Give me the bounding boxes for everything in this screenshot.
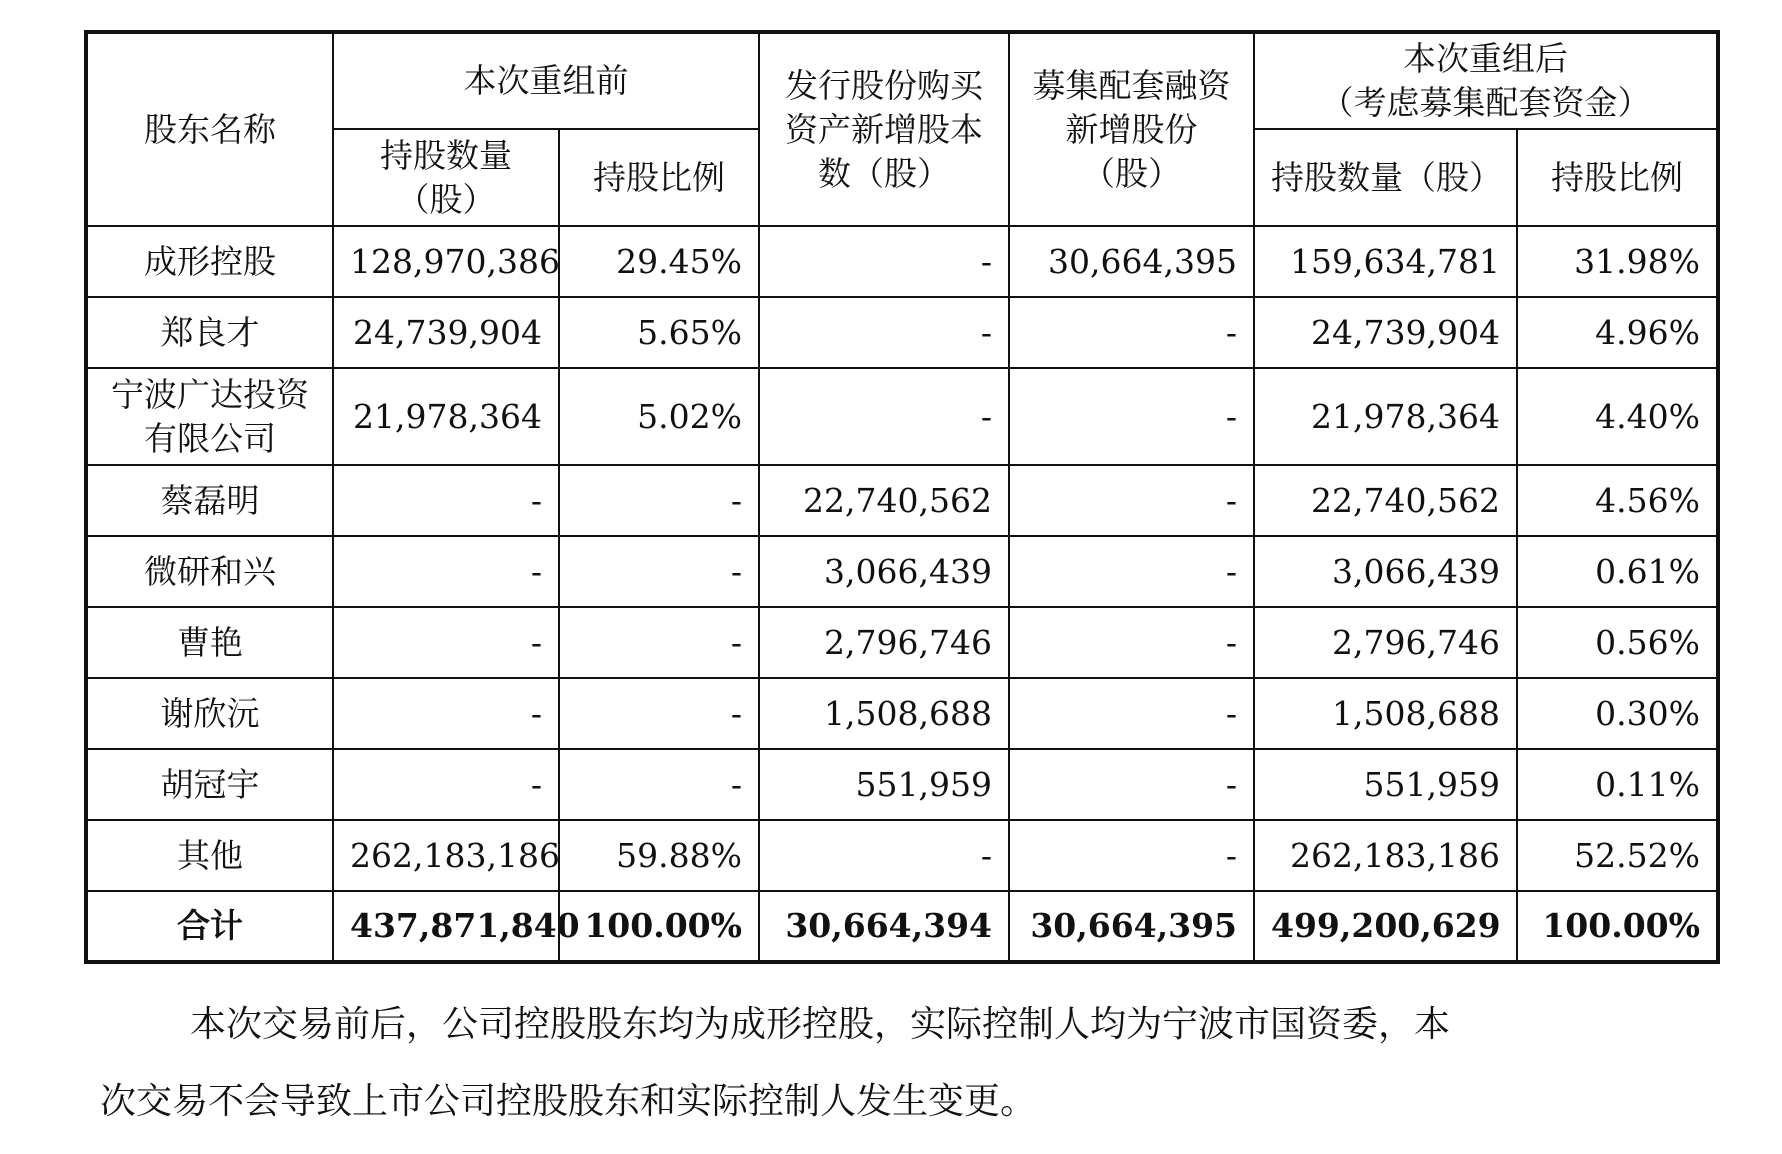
qty-after-cell: 24,739,904: [1254, 297, 1517, 368]
header-holding-ratio-before: 持股比例: [559, 129, 759, 226]
qty-before-cell: 437,871,840: [333, 891, 559, 962]
ratio-after-cell: 4.96%: [1517, 297, 1718, 368]
ratio-after-cell: 52.52%: [1517, 820, 1718, 891]
table-row: [86, 226, 1718, 297]
qty-after-cell: 2,796,746: [1254, 607, 1517, 678]
ratio-before-cell: -: [559, 536, 759, 607]
qty-before-cell: -: [333, 678, 559, 749]
shareholding-table: [84, 30, 1720, 964]
header-before-group: 本次重组前: [333, 32, 759, 129]
table-row: [86, 820, 1718, 891]
raise-cell: -: [1009, 607, 1254, 678]
shareholder-name-cell: 郑良才: [86, 297, 333, 368]
raise-cell: -: [1009, 465, 1254, 536]
header-row-1: [86, 32, 1718, 129]
table-row: [86, 536, 1718, 607]
qty-before-cell: 24,739,904: [333, 297, 559, 368]
header-holding-qty-after: 持股数量（股）: [1254, 129, 1517, 226]
header-holding-ratio-after: 持股比例: [1517, 129, 1718, 226]
ratio-before-cell: 100.00%: [559, 891, 759, 962]
ratio-after-cell: 31.98%: [1517, 226, 1718, 297]
ratio-after-cell: 0.56%: [1517, 607, 1718, 678]
qty-after-cell: 1,508,688: [1254, 678, 1517, 749]
header-shareholder-name: 股东名称: [86, 32, 333, 226]
ratio-before-cell: 5.02%: [559, 368, 759, 465]
total-row: [86, 891, 1718, 962]
ratio-before-cell: 29.45%: [559, 226, 759, 297]
qty-after-cell: 21,978,364: [1254, 368, 1517, 465]
ratio-before-cell: -: [559, 749, 759, 820]
ratio-after-cell: 0.11%: [1517, 749, 1718, 820]
issue-cell: 30,664,394: [759, 891, 1009, 962]
qty-after-cell: 22,740,562: [1254, 465, 1517, 536]
shareholder-name-cell: 微研和兴: [86, 536, 333, 607]
qty-before-cell: -: [333, 749, 559, 820]
issue-cell: -: [759, 297, 1009, 368]
qty-before-cell: -: [333, 607, 559, 678]
qty-after-cell: 499,200,629: [1254, 891, 1517, 962]
qty-before-cell: -: [333, 536, 559, 607]
header-after-group: [1254, 32, 1718, 129]
table-row: [86, 749, 1718, 820]
table-row: [86, 678, 1718, 749]
issue-cell: 3,066,439: [759, 536, 1009, 607]
shareholder-name-cell: 宁波广达投资有限公司: [86, 368, 333, 465]
shareholder-name-cell: 胡冠宇: [86, 749, 333, 820]
table-row: [86, 297, 1718, 368]
ratio-before-cell: 5.65%: [559, 297, 759, 368]
header-raise-funds: 募集配套融资新增股份（股）: [1009, 32, 1254, 226]
raise-cell: -: [1009, 820, 1254, 891]
raise-cell: -: [1009, 678, 1254, 749]
raise-cell: -: [1009, 368, 1254, 465]
ratio-before-cell: 59.88%: [559, 820, 759, 891]
header-issue-shares-purchase: 发行股份购买资产新增股本数（股）: [759, 32, 1009, 226]
shareholder-name-cell: 谢欣沅: [86, 678, 333, 749]
qty-before-cell: 21,978,364: [333, 368, 559, 465]
qty-before-cell: 128,970,386: [333, 226, 559, 297]
ratio-after-cell: 100.00%: [1517, 891, 1718, 962]
ratio-after-cell: 4.56%: [1517, 465, 1718, 536]
raise-cell: -: [1009, 749, 1254, 820]
ratio-before-cell: -: [559, 465, 759, 536]
raise-cell: 30,664,395: [1009, 891, 1254, 962]
header-holding-qty-before: 持股数量（股）: [333, 129, 559, 226]
qty-after-cell: 159,634,781: [1254, 226, 1517, 297]
qty-before-cell: 262,183,186: [333, 820, 559, 891]
paragraph-line-1: 本次交易前后，公司控股股东均为成形控股，实际控制人均为宁波市国资委，本: [190, 1004, 1451, 1045]
qty-after-cell: 3,066,439: [1254, 536, 1517, 607]
table-body: [86, 226, 1718, 962]
shareholder-name-cell: 合计: [86, 891, 333, 962]
ratio-before-cell: -: [559, 607, 759, 678]
issue-cell: 551,959: [759, 749, 1009, 820]
ratio-after-cell: 0.61%: [1517, 536, 1718, 607]
issue-cell: -: [759, 820, 1009, 891]
paragraph-line-2: 次交易不会导致上市公司控股股东和实际控制人发生变更。: [100, 1081, 1037, 1122]
ratio-before-cell: -: [559, 678, 759, 749]
qty-before-cell: -: [333, 465, 559, 536]
issue-cell: 22,740,562: [759, 465, 1009, 536]
issue-cell: -: [759, 226, 1009, 297]
shareholder-name-cell: 蔡磊明: [86, 465, 333, 536]
issue-cell: 1,508,688: [759, 678, 1009, 749]
raise-cell: -: [1009, 297, 1254, 368]
shareholder-name-cell: 其他: [86, 820, 333, 891]
shareholder-name-cell: 成形控股: [86, 226, 333, 297]
qty-after-cell: 262,183,186: [1254, 820, 1517, 891]
shareholder-name-cell: 曹艳: [86, 607, 333, 678]
header-after-group-line1: 本次重组后: [1403, 39, 1568, 78]
raise-cell: 30,664,395: [1009, 226, 1254, 297]
issue-cell: -: [759, 368, 1009, 465]
ratio-after-cell: 0.30%: [1517, 678, 1718, 749]
table-row: [86, 607, 1718, 678]
ratio-after-cell: 4.40%: [1517, 368, 1718, 465]
raise-cell: -: [1009, 536, 1254, 607]
issue-cell: 2,796,746: [759, 607, 1009, 678]
header-after-group-line2: （考虑募集配套资金）: [1320, 83, 1651, 122]
table-row: [86, 368, 1718, 465]
qty-after-cell: 551,959: [1254, 749, 1517, 820]
table-row: [86, 465, 1718, 536]
